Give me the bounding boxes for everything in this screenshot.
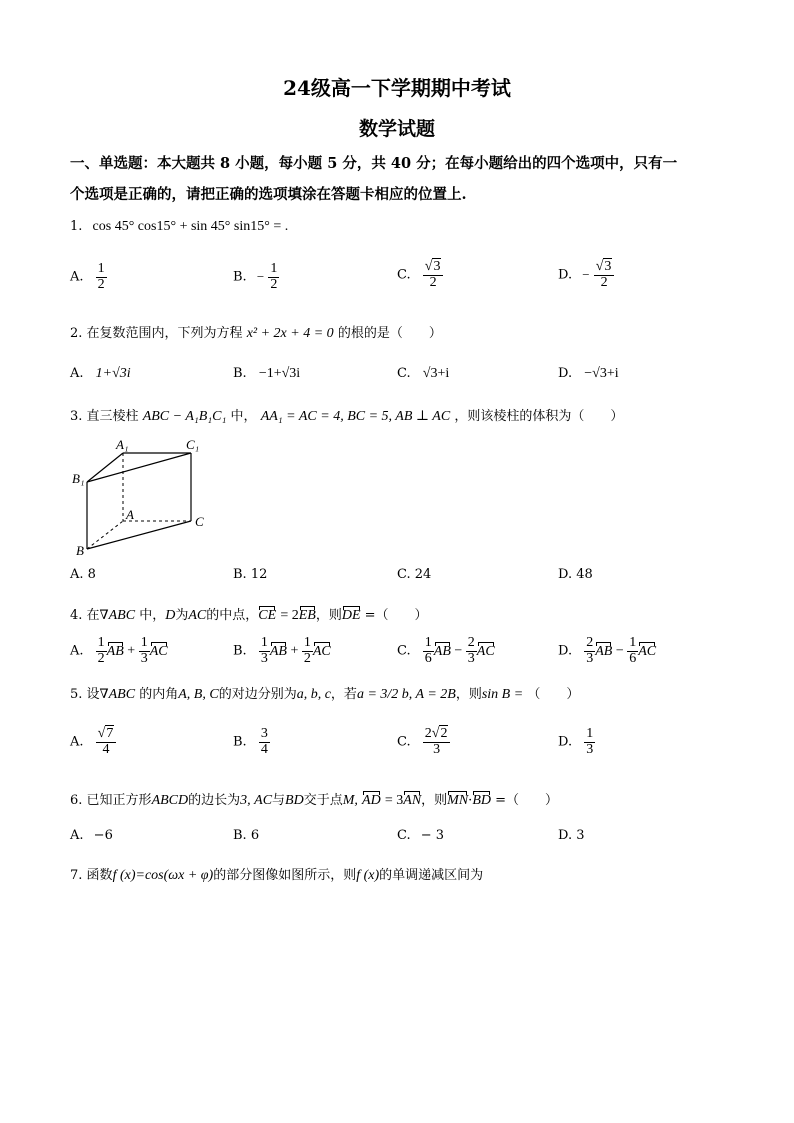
- question-3: 3. 直三棱柱 ABC − A₁B₁C₁ 中， AA₁ = AC = 4, BC = 5, AB ⊥ AC ，则该棱柱的体积为（ ）: [70, 409, 624, 424]
- label-b1: B₁: [72, 471, 85, 486]
- question-number: 2.: [70, 326, 83, 341]
- question-number: 6.: [70, 793, 83, 808]
- option-label: A.: [70, 269, 84, 285]
- option-c: C. − 3: [397, 828, 445, 843]
- label-b: B: [76, 543, 84, 558]
- page-title: 24级高一下学期期中考试: [283, 76, 511, 100]
- condition: a = 3/2 b, A = 2B: [356, 687, 456, 702]
- option-c: C. $\frac{2√2}{3}$: [397, 727, 450, 757]
- option-label: C.: [397, 267, 411, 283]
- label-c1: C₁: [186, 437, 200, 452]
- option-label: B.: [233, 269, 247, 285]
- prism-figure: [70, 435, 220, 560]
- option-c: [397, 260, 443, 290]
- question-5: 5. 设∇ABC 的内角A, B, C的对边分别为a, b, c，若a = 3/2 b, A = 2B，则sin B = （ ）: [70, 687, 580, 702]
- question-number: 4.: [70, 608, 83, 623]
- section-instructions-line2: 个选项是正确的，请把正确的选项填涂在答题卡相应的位置上.: [70, 186, 467, 203]
- fraction: $\frac{√3}{2}$: [423, 260, 444, 290]
- question-stem: cos 45° cos15° + sin 45° sin15° = .: [92, 219, 289, 234]
- option-a: A. $\frac{1}{2}$ AB + $\frac{1}{3}$ AC: [70, 635, 168, 666]
- option-a: [70, 262, 107, 292]
- question-7: 7. 函数f (x)=cos(ωx + φ)的部分图像如图所示，则f (x)的单调递减区间为: [70, 868, 484, 883]
- option-c: C. $\frac{1}{6}$ AB − $\frac{2}{3}$ AC: [397, 635, 495, 666]
- option-a: A. $\frac{√7}{4}$: [70, 727, 116, 757]
- option-a: A. −6: [70, 828, 113, 843]
- option-d: D. 3: [558, 828, 585, 843]
- question-1: [70, 219, 288, 235]
- question-number: 1.: [70, 219, 83, 234]
- option-b: B. − $\frac{1}{2}$: [233, 261, 278, 292]
- fraction: $\frac{1}{2}$: [97, 261, 105, 292]
- question-4: 4. 在∇ABC 中，D为AC的中点，CE = 2EB，则DE =（ ）: [70, 608, 428, 623]
- option-a: A. 1+√3i: [70, 366, 131, 381]
- option-d: D. $\frac{1}{3}$: [558, 726, 594, 757]
- option-b: B. $\frac{3}{4}$: [233, 726, 268, 757]
- question-6: 6. 已知正方形ABCD的边长为3, AC与BD交于点M, AD = 3AN，则MN·BD =（ ）: [70, 793, 559, 808]
- question-number: 5.: [70, 687, 83, 702]
- option-b: B. 6: [233, 828, 260, 843]
- option-b: B. 12: [233, 567, 268, 582]
- option-d: D. 48: [558, 567, 593, 582]
- edge-bc: [87, 521, 191, 549]
- option-label: D.: [558, 267, 573, 283]
- section-instructions-line1: 一、单选题：本大题共 8 小题，每小题 5 分，共 40 分；在每小题给出的四个选项中，只有一: [70, 155, 678, 172]
- question-number: 7.: [70, 868, 83, 883]
- option-d: D. $\frac{2}{3}$ AB − $\frac{1}{6}$ AC: [558, 635, 657, 666]
- equation: x² + 2x + 4 = 0: [246, 326, 334, 341]
- label-a1: A₁: [116, 437, 129, 452]
- option-c: C. √3+i: [397, 366, 450, 381]
- option-b: B. $\frac{1}{3}$ AB + $\frac{1}{2}$ AC: [233, 635, 331, 666]
- question-2: 2. 在复数范围内，下列为方程 x² + 2x + 4 = 0 的根的是（ ）: [70, 326, 442, 341]
- fraction: $\frac{√3}{2}$: [594, 260, 615, 290]
- option-a: A. 8: [70, 567, 96, 582]
- page-subtitle: 数学试题: [358, 118, 435, 140]
- edge-ab-hidden: [87, 521, 123, 549]
- option-b: B. −1+√3i: [233, 366, 301, 381]
- fraction: $\frac{1}{2}$: [270, 261, 278, 292]
- edge-b1a1: [87, 453, 123, 482]
- edge-b1c1: [87, 453, 191, 482]
- option-c: C. 24: [397, 567, 432, 582]
- question-number: 3.: [70, 409, 83, 424]
- option-d: D. −√3+i: [558, 366, 619, 381]
- option-d: D. − $\frac{√3}{2}$: [558, 260, 614, 290]
- label-c: C: [195, 514, 204, 529]
- label-a: A: [126, 507, 134, 522]
